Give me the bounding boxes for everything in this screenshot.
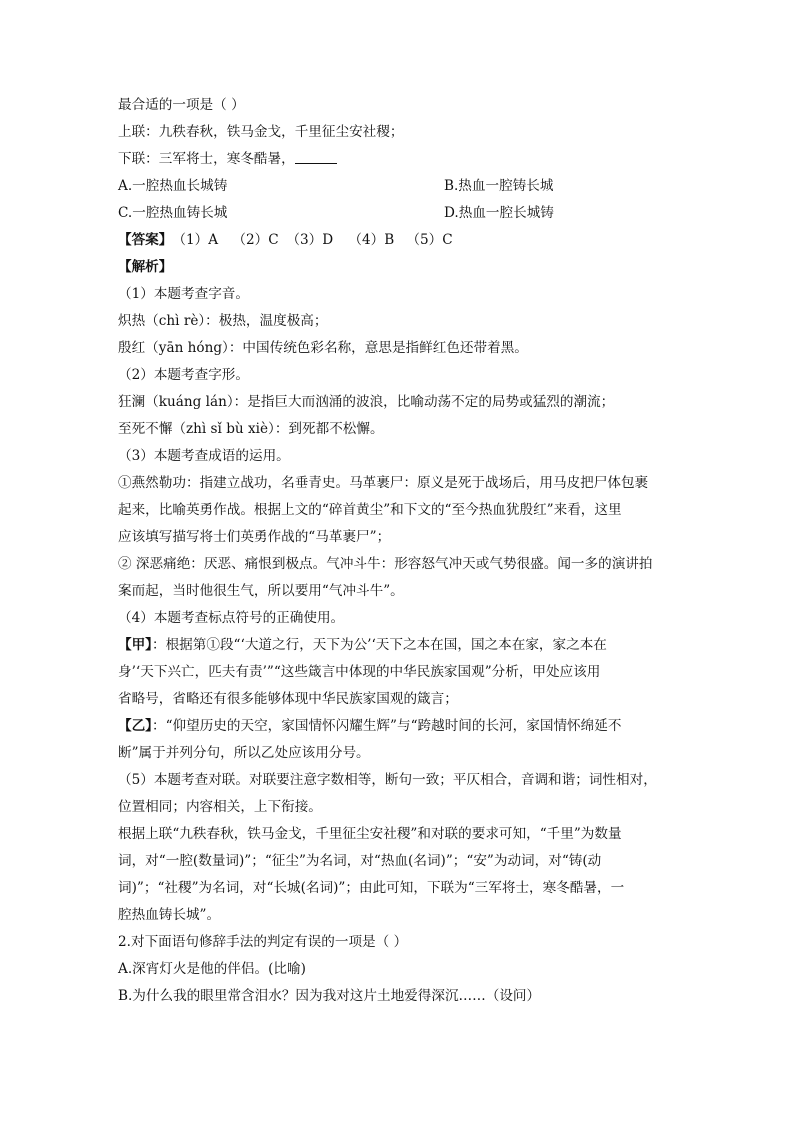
- analysis-line: 炽热（chì rè）：极热，温度极高；: [118, 313, 328, 329]
- options-row-2: [118, 200, 678, 227]
- jia-line: [118, 632, 678, 659]
- question-stem-end: 最合适的一项是（ ）: [118, 97, 245, 113]
- jia-text: ：根据第①段“‘大道之行，天下为公’‘天下之本在国，国之本在家，家之本在: [151, 637, 607, 653]
- analysis-line: 狂澜（kuáng lán）：是指巨大而汹涌的波浪，比喻动荡不定的局势或猛烈的潮流；: [118, 394, 615, 410]
- analysis-line: （1）本题考查字音。: [118, 286, 249, 302]
- answer-item: （1）A: [172, 232, 219, 248]
- yi-line: 断”属于并列分句，所以乙处应该用分号。: [118, 745, 370, 761]
- answer-label: 【答案】: [118, 232, 173, 248]
- question-2-option: A.深宵灯火是他的伴侣。(比喻): [118, 961, 306, 977]
- answer-item: （3）D: [286, 232, 334, 248]
- answer-item: （2）C: [232, 232, 279, 248]
- answer-item: （4）B: [348, 232, 395, 248]
- yi-label: 【乙】: [118, 718, 152, 734]
- analysis-line: 应该填写描写将士们英勇作战的“马革裹尸”；: [118, 529, 391, 545]
- yi-line: [118, 713, 678, 740]
- q5-line: 根据上联“九秩春秋，铁马金戈，千里征尘安社稷”和对联的要求可知，“千里”为数量: [118, 826, 622, 842]
- analysis-line: （3）本题考查成语的运用。: [118, 448, 290, 464]
- option-d: D.热血一腔长城铸: [444, 205, 554, 221]
- jia-line: 省略号，省略还有很多能够体现中华民族家国观的箴言；: [118, 691, 458, 707]
- couplet-upper: 上联：九秩春秋，铁马金戈，千里征尘安社稷；: [118, 124, 404, 140]
- q5-line: （5）本题考查对联。对联要注意字数相等，断句一致；平仄相合，音调和谐；词性相对，: [118, 772, 657, 788]
- jia-label: 【甲】: [118, 637, 152, 653]
- options-row-1: [118, 173, 678, 200]
- q5-line: 腔热血铸长城”。: [118, 907, 221, 923]
- couplet-lower-text: 下联：三军将士，寒冬酷暑，: [118, 151, 295, 167]
- q5-line: 词，对“一腔(数量词)”；“征尘”为名词，对“热血(名词)”；“安”为动词，对“铸(动: [118, 853, 602, 869]
- question-2-option: B.为什么我的眼里常含泪水？因为我对这片土地爱得深沉……（设问）: [118, 988, 541, 1004]
- yi-text: ：“仰望历史的天空，家国情怀闪耀生辉”与“跨越时间的长河，家国情怀绵延不: [151, 718, 622, 734]
- q5-line: 词)”；“社稷”为名词，对“长城(名词)”；由此可知，下联为“三军将士，寒冬酷暑，一: [118, 880, 625, 896]
- q5-line: 位置相同；内容相关，上下衔接。: [118, 799, 322, 815]
- analysis-label: 【解析】: [118, 259, 173, 275]
- couplet-lower: [118, 146, 678, 173]
- analysis-line: 至死不懈（zhì sǐ bù xiè）：到死都不松懈。: [118, 421, 384, 437]
- option-b: B.热血一腔铸长城: [444, 178, 554, 194]
- answer-item: （5）C: [406, 232, 453, 248]
- option-a: A.一腔热血长城铸: [118, 178, 228, 194]
- analysis-line: ①燕然勒功：指建立战功，名垂青史。马革裹尸：原义是死于战场后，用马皮把尸体包裹: [118, 475, 649, 491]
- question-2-stem: 2.对下面语句修辞手法的判定有误的一项是（ ）: [118, 934, 408, 950]
- answer-blank: [295, 149, 337, 164]
- answer-line: [118, 227, 678, 254]
- analysis-line: 案而起，当时他很生气，所以要用“气冲斗牛”。: [118, 583, 404, 599]
- option-c: C.一腔热血铸长城: [118, 205, 228, 221]
- analysis-line: 起来，比喻英勇作战。根据上文的“碎首黄尘”和下文的“至今热血犹殷红”来看，这里: [118, 502, 622, 518]
- analysis-line: （4）本题考查标点符号的正确使用。: [118, 610, 345, 626]
- analysis-line: 殷红（yān hóng）：中国传统色彩名称，意思是指鲜红色还带着黑。: [118, 340, 528, 356]
- analysis-line: ② 深恶痛绝：厌恶、痛恨到极点。气冲斗牛：形容怒气冲天或气势很盛。闻一多的演讲拍: [118, 556, 653, 572]
- document-page: [118, 92, 678, 1010]
- analysis-line: （2）本题考查字形。: [118, 367, 249, 383]
- jia-line: 身’‘天下兴亡，匹夫有责’”“这些箴言中体现的中华民族家国观”分析，甲处应该用: [118, 664, 601, 680]
